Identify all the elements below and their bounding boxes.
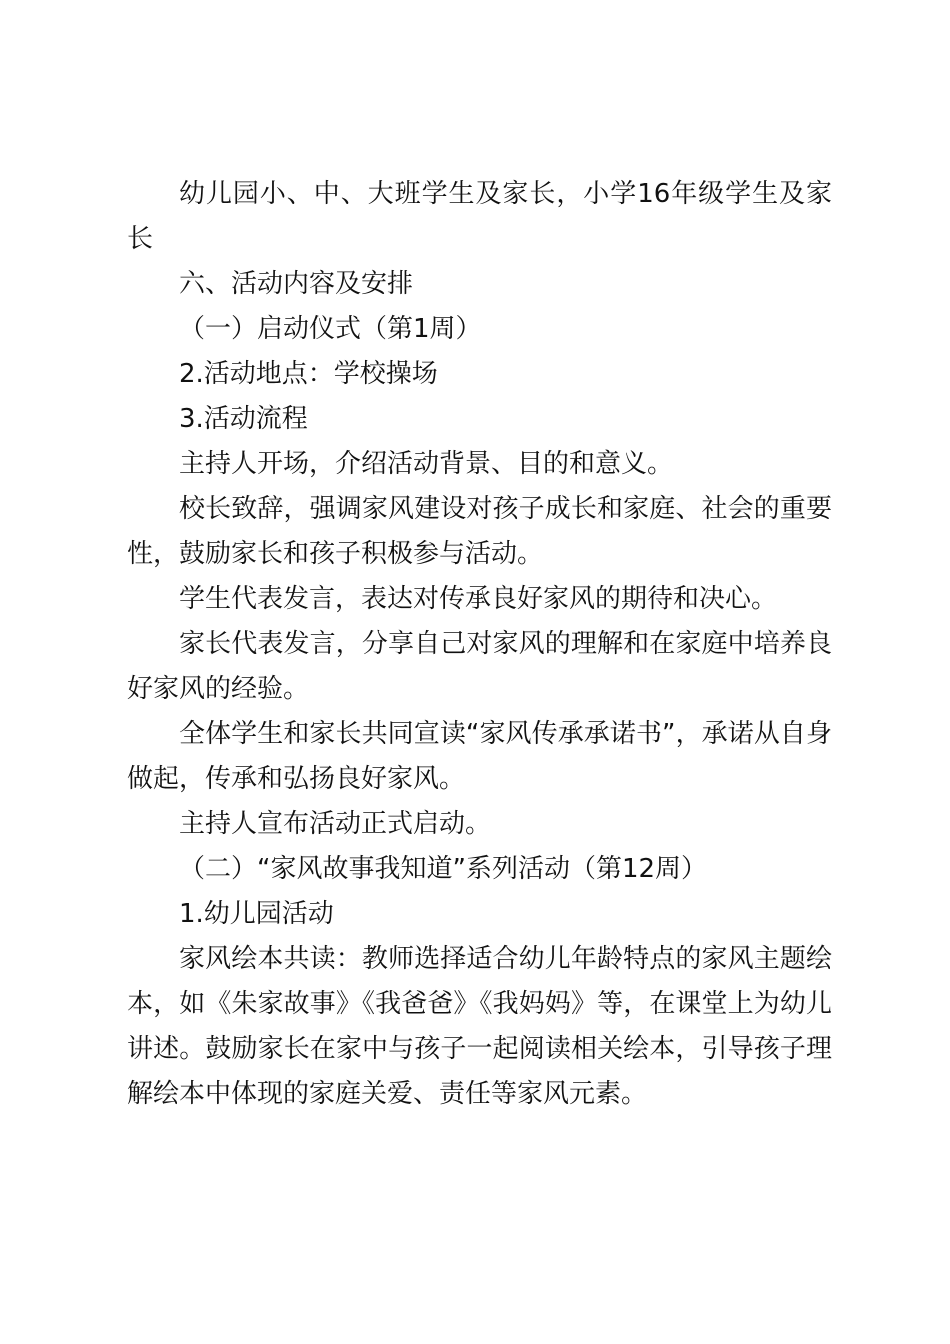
subheading-family-stories: （二）“家风故事我知道”系列活动（第12周） <box>179 854 708 884</box>
paragraph-pledge: 全体学生和家长共同宣读“家风传承承诺书”，承诺从自身做起，传承和弘扬良好家风。 <box>127 719 832 794</box>
paragraph-principal-speech: 校长致辞，强调家风建设对孩子成长和家庭、社会的重要性，鼓励家长和孩子积极参与活动。 <box>127 494 832 569</box>
paragraph-activity-process: 3.活动流程 <box>179 404 308 434</box>
paragraph-parent-speech: 家长代表发言，分享自己对家风的理解和在家庭中培养良好家风的经验。 <box>127 629 832 704</box>
subheading-launch-ceremony: （一）启动仪式（第1周） <box>179 314 482 344</box>
paragraph-host-announce: 主持人宣布活动正式启动。 <box>179 809 492 839</box>
paragraph-participants: 幼儿园小、中、大班学生及家长，小学16年级学生及家长 <box>127 179 832 254</box>
heading-activity-content: 六、活动内容及安排 <box>179 269 414 299</box>
paragraph-kindergarten-activity: 1.幼儿园活动 <box>179 899 334 929</box>
paragraph-activity-location: 2.活动地点：学校操场 <box>179 359 438 389</box>
paragraph-host-opening: 主持人开场，介绍活动背景、目的和意义。 <box>179 449 674 479</box>
paragraph-student-speech: 学生代表发言，表达对传承良好家风的期待和决心。 <box>179 584 778 614</box>
document-body <box>127 172 832 1117</box>
paragraph-picture-book-reading: 家风绘本共读：教师选择适合幼儿年龄特点的家风主题绘本，如《朱家故事》《我爸爸》《我妈妈》等，在课堂上为幼儿讲述。鼓励家长在家中与孩子一起阅读相关绘本，引导孩子理解绘本中体现的家庭关爱、责任等家风元素。 <box>127 944 832 1109</box>
